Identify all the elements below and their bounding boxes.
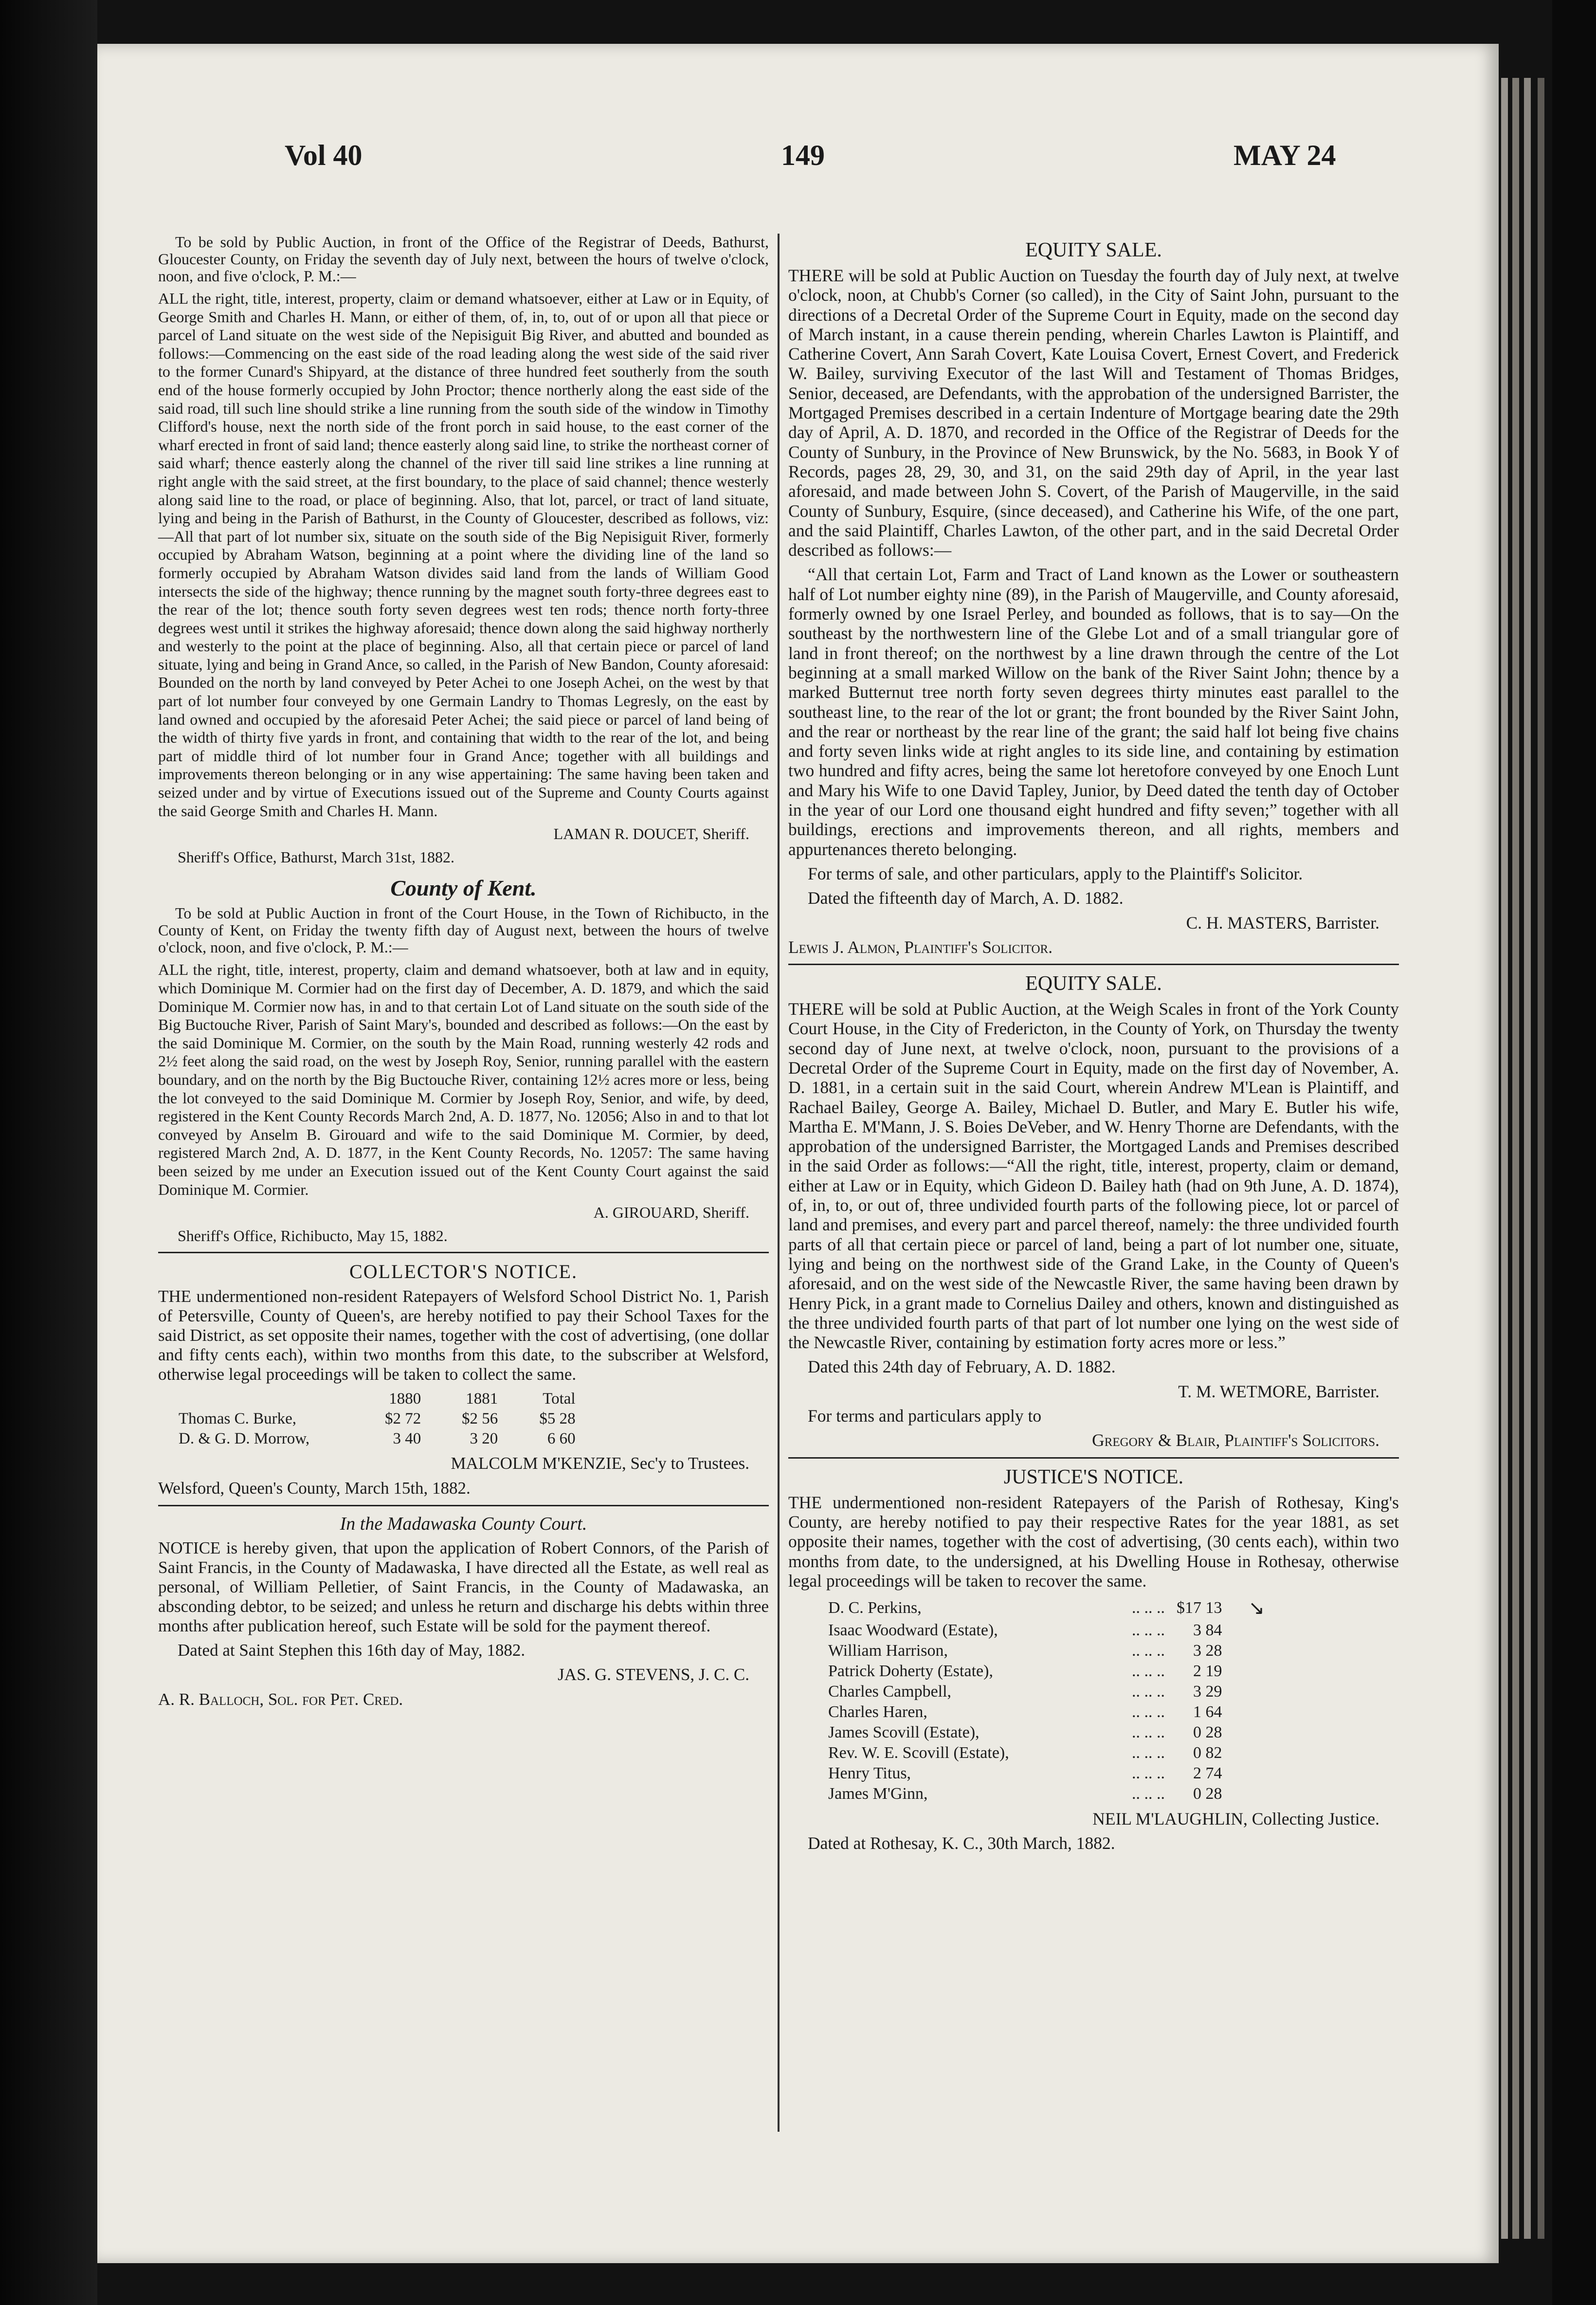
payer-name: Charles Haren, (828, 1703, 927, 1721)
section-rule (788, 1457, 1399, 1459)
right-column (788, 234, 1399, 1858)
amount-cell: 3 40 (393, 1430, 421, 1448)
payer-name: Thomas C. Burke, (179, 1410, 296, 1428)
payer-name: Patrick Doherty (Estate), (828, 1662, 993, 1681)
table-row (822, 1620, 1270, 1641)
payer-name: Isaac Woodward (Estate), (828, 1621, 998, 1640)
table-row (822, 1661, 1270, 1682)
notice-dateline: Dated the fifteenth day of March, A. D. 1882. (808, 888, 1124, 908)
tax-table (173, 1389, 581, 1449)
rates-table (822, 1595, 1270, 1804)
section-rule (158, 1505, 769, 1506)
arrow-mark: ↘ (1248, 1597, 1265, 1619)
section-rule (788, 964, 1399, 965)
notice-signature: NEIL M'LAUGHLIN, Collecting Justice. (1092, 1809, 1379, 1829)
payer-name: William Harrison, (828, 1642, 948, 1660)
page-edge (1501, 78, 1508, 2239)
equity-sale-fredericton (788, 972, 1399, 1450)
section-heading: EQUITY SALE. (1025, 239, 1162, 261)
notice-dateline: Welsford, Queen's County, March 15th, 1882. (158, 1478, 471, 1498)
amount-cell: 1 64 (1193, 1703, 1222, 1721)
payer-name: D. & G. D. Morrow, (179, 1430, 310, 1448)
collector-notice (158, 1260, 769, 1498)
justice-notice (788, 1465, 1399, 1853)
table-row (822, 1763, 1270, 1784)
section-heading: JUSTICE'S NOTICE. (1003, 1465, 1184, 1488)
notice-dateline: Sheriff's Office, Bathurst, March 31st, 1882. (178, 848, 454, 866)
notice-signature: A. GIROUARD, Sheriff. (593, 1204, 749, 1222)
notice-terms: For terms and particulars apply to (808, 1406, 1042, 1426)
solicitor-line: Lewis J. Almon, Plaintiff's Solicitor. (788, 937, 1053, 957)
table-row (822, 1682, 1270, 1702)
notice-signature: C. H. MASTERS, Barrister. (1186, 913, 1379, 933)
amount-cell: $17 13 (1177, 1598, 1222, 1617)
amount-cell: $5 28 (539, 1410, 576, 1428)
section-heading: COLLECTOR'S NOTICE. (349, 1261, 578, 1283)
table-row (822, 1641, 1270, 1661)
notice-signature: T. M. WETMORE, Barrister. (1178, 1381, 1379, 1401)
notice-body: THE undermentioned non-resident Ratepayers of the Parish of Rothesay, King's County, are hereby notified to pay their respective Rates for the year 1881, as set opposite their names, together with the cost of advertising, (30 cents each), within two months from date, to the undersigned, at his Dwelling House in Rothesay, otherwise legal proceedings will be taken to recover the same. (788, 1492, 1399, 1591)
solicitor-line: Gregory & Blair, Plaintiff's Solicitors. (1092, 1430, 1379, 1450)
header-cell: Total (543, 1390, 576, 1408)
table-row (822, 1743, 1270, 1763)
table-header-row (173, 1389, 581, 1409)
table-row (822, 1595, 1270, 1620)
leader-dots: .. .. .. (1132, 1598, 1165, 1617)
notice-dateline: Sheriff's Office, Richibucto, May 15, 1882. (178, 1226, 448, 1244)
kent-notice (158, 875, 769, 1245)
payer-name: Charles Campbell, (828, 1683, 952, 1701)
page-edge (1524, 78, 1531, 2239)
amount-cell: 3 29 (1193, 1683, 1222, 1701)
page-number: 149 (781, 139, 825, 171)
amount-cell: 3 84 (1193, 1621, 1222, 1640)
table-row (822, 1784, 1270, 1804)
notice-signature: LAMAN R. DOUCET, Sheriff. (553, 825, 749, 843)
header-cell: 1881 (466, 1390, 498, 1408)
page-edge (1512, 78, 1519, 2239)
solicitor-line: A. R. Balloch, Sol. for Pet. Cred. (158, 1689, 403, 1709)
notice-lead: To be sold by Public Auction, in front of the Office of the Registrar of Deeds, Bathurst, Gloucester County, on Friday the seventh day of July next, between the hours of twelve o'clock, noon, and five o'clock, P. M.:— (158, 233, 769, 285)
table-row (173, 1409, 581, 1429)
leader-dots: .. .. .. (1132, 1764, 1165, 1783)
table-row (173, 1429, 581, 1449)
column-divider (778, 234, 780, 2132)
amount-cell: 6 60 (547, 1430, 576, 1448)
notice-lead: To be sold at Public Auction in front of the Court House, in the Town of Richibucto, in the County of Kent, on Friday the twenty fifth day of August next, between the hours of twelve o'clock, noon, and five o'clock, P. M.:— (158, 904, 769, 956)
notice-dateline: Dated at Rothesay, K. C., 30th March, 1882. (808, 1833, 1115, 1853)
notice-dateline: Dated at Saint Stephen this 16th day of May, 1882. (178, 1640, 526, 1660)
payer-name: James Scovill (Estate), (828, 1723, 979, 1742)
leader-dots: .. .. .. (1132, 1662, 1165, 1681)
amount-cell: 0 28 (1193, 1785, 1222, 1803)
amount-cell: 0 28 (1193, 1723, 1222, 1742)
section-rule (158, 1252, 769, 1253)
leader-dots: .. .. .. (1132, 1642, 1165, 1660)
notice-body: THERE will be sold at Public Auction, at the Weigh Scales in front of the York County Court House, in the City of Fredericton, in the County of York, on Thursday the twenty second day of June next, at twelve o'clock, noon, pursuant to the provisions of a Decretal Order of the Supreme Court in Equity, made on the first day of November, A. D. 1881, in a certain suit in the said Court, wherein Andrew M'Lean is Plaintiff, and Rachael Bailey, George A. Bailey, Michael D. Butler, and Mary E. Butler his wife, Martha E. M'Mann, J. S. Boies DeVeber, and W. Henry Thorne are Defendants, with the approbation of the undersigned Barrister, the Mortgaged Lands and Premises described in the said Order as follows:—“All the right, title, interest, property, claim or demand, either at Law or in Equity, which Gideon D. Bailey hath (had on 9th June, A. D. 1874), of, in, to, or out of, three undivided fourth parts of the following piece, lot or parcel of land and premises, and every part and parcel thereof, namely: the three undivided fourth parts of all that certain piece or parcel of land, being a part of lot number one, situate, lying and being on the northwest side of the Grand Lake, in the County of Queen's aforesaid, and on the west side of the Newcastle River, the same having been drawn by Henry Pick, in a grant made to Cornelius Dailey and others, known and distinguished as the three undivided fourth parts of that part of lot number one lying on the west side of the Newcastle River, containing by estimation forty acres more or less.” (788, 999, 1399, 1353)
payer-name: Rev. W. E. Scovill (Estate), (828, 1744, 1009, 1762)
leader-dots: .. .. .. (1132, 1785, 1165, 1803)
amount-cell: 2 19 (1193, 1662, 1222, 1681)
doucet-notice (158, 234, 769, 866)
leader-dots: .. .. .. (1132, 1703, 1165, 1721)
equity-sale-saint-john (788, 238, 1399, 957)
notice-body: ALL the right, title, interest, property, claim and demand whatsoever, both at law and in equity, which Dominique M. Cormier had on the first day of December, A. D. 1879, and which the said Dominique M. Cormier now has, in and to that certain Lot of Land situate on the south side of the Big Buctouche River, Parish of Saint Mary's, bounded and described as follows:—On the east by the said Dominique M. Cormier, on the south by the Main Road, running westerly 42 rods and 2½ feet along the said road, on the west by Joseph Roy, Senior, running parallel with the eastern boundary, and on the north by the Big Buctouche River, containing 12½ acres more or less, being the lot conveyed to the said Dominique M. Cormier by Joseph Roy, Senior, and wife, by deed, registered in the Kent County Records March 2nd, A. D. 1877, No. 12056; Also in and to that lot conveyed by Anselm B. Girouard and wife to the said Dominique M. Cormier, by deed, registered March 2nd, A. D. 1877, in the Kent County Records, No. 12057: The same having been seized by me under an Execution issued out of the Kent County Court against the said Dominique M. Cormier. (158, 961, 769, 1198)
header-cell (173, 1389, 379, 1409)
notice-body: NOTICE is hereby given, that upon the application of Robert Connors, of the Parish of Saint Francis, in the County of Madawaska, I have directed all the Estate, as well real as personal, of William Pelletier, of Saint Francis, in the County of Madawaska, an absconding debtor, to be seized; and unless he return and discharge his debts within three months after publication hereof, such Estate will be sold for the payment thereof. (158, 1538, 769, 1635)
issue-date: MAY 24 (1233, 139, 1336, 171)
leader-dots: .. .. .. (1132, 1621, 1165, 1640)
notice-signature: MALCOLM M'KENZIE, Sec'y to Trustees. (451, 1454, 749, 1473)
payer-name: James M'Ginn, (828, 1785, 928, 1803)
notice-quote: “All that certain Lot, Farm and Tract of Land known as the Lower or southeastern half of Lot number eighty nine (89), in the Parish of Maugerville, and County aforesaid, formerly owned by one Israel Perley, and bounded as follows, that is to say—On the southeast by the northwestern line of the Glebe Lot and of a small triangular gore of land in front thereof; on the northwest by a line drawn through the centre of the Lot beginning at a small marked Willow on the bank of the River Saint John; thence by a marked Butternut tree north forty seven degrees thirty minutes east parallel to the southeast line, to the rear of the lot or grant; the front bounded by the River Saint John, and the rear or northeast by the rear line of the grant; the said half lot being five chains and forty seven links wide at right angles to its side line, and containing by estimation two hundred and fifty acres, being the same lot heretofore conveyed by one Enoch Lunt and Mary his Wife to one David Tapley, Junior, by Deed dated the tenth day of October in the year of our Lord one thousand eight hundred and fifty seven;” together with all buildings, erections and improvements thereon, and all rights, members and appurtenances thereto belonging. (788, 565, 1399, 859)
leader-dots: .. .. .. (1132, 1683, 1165, 1701)
table-row (822, 1722, 1270, 1743)
notice-signature: JAS. G. STEVENS, J. C. C. (558, 1665, 749, 1684)
section-heading: In the Madawaska County Court. (340, 1513, 587, 1534)
book-binding-right (1552, 0, 1596, 2305)
table-row (822, 1702, 1270, 1722)
madawaska-notice (158, 1513, 769, 1709)
amount-cell: $2 72 (385, 1410, 421, 1428)
payer-name: Henry Titus, (828, 1764, 911, 1783)
leader-dots: .. .. .. (1132, 1744, 1165, 1762)
notice-body: ALL the right, title, interest, property, claim or demand whatsoever, either at Law or in Equity, of George Smith and Charles H. Mann, or either of them, of, in, to, out of or upon all that piece or parcel of Land situate on the west side of the Nepisiguit Big River, and abutted and bounded as follows:—Commencing on the east side of the road leading along the west side of the said river to the former Cunard's Shipyard, at the distance of three hundred feet southerly from the south end of the house formerly occupied by John Proctor; thence northerly along the east side of the said road, till such line should strike a line running from the south side of the window in Timothy Clifford's house, next the north side of the front porch in said house, to the east corner of the wharf erected in front of said land; thence easterly along said line, to strike the northeast corner of said wharf; thence easterly along the channel of the river till said line strikes a line running at right angle with the said street, at the first boundary, to the place of said channel; thence westerly along said line to the road, or place of beginning. Also, that lot, parcel, or tract of land situate, lying and being in the Parish of Bathurst, in the County of Gloucester, described as follows, viz:—All that part of lot number six, situate on the south side of the Big Nepisiguit River, formerly occupied by Abraham Watson, beginning at a point where the dividing line of the land so formerly occupied by Abraham Watson divides said land from the lands of William Good intersects the side of the highway; thence running by the magnet south forty-three degrees east to the rear of the lot; thence south forty seven degrees west ten rods; thence north forty-three degrees west until it strikes the highway aforesaid; thence down along the said highway northerly and westerly to the point at the place of beginning. Also, all that certain piece or parcel of land situate, lying and being in Grand Ance, so called, in the Parish of New Bandon, County aforesaid: Bounded on the north by land conveyed by Peter Achei to one Joseph Achei, on the west by that part of lot number four conveyed by one Germain Landry to Thomas Legresly, on the east by land owned and occupied by the aforesaid Peter Achei; the said piece or parcel of land being of the width of thirty five yards in front, and containing that width to the rear of the lot, and being part of middle third of lot number four in Grand Ance; together with all buildings and improvements thereon belonging or in any wise appertaining: The same having been taken and seized under and by virtue of Executions issued out of the Supreme and County Courts against the said George Smith and Charles H. Mann. (158, 290, 769, 820)
left-column (158, 234, 769, 1714)
volume-label: Vol 40 (285, 139, 363, 171)
payer-name: D. C. Perkins, (828, 1598, 922, 1617)
notice-terms: For terms of sale, and other particulars, apply to the Plaintiff's Solicitor. (808, 863, 1303, 883)
section-heading: EQUITY SALE. (1025, 972, 1162, 995)
amount-cell: 3 28 (1193, 1642, 1222, 1660)
amount-cell: 3 20 (470, 1430, 498, 1448)
section-heading: County of Kent. (390, 876, 537, 901)
notice-body: THERE will be sold at Public Auction on Tuesday the fourth day of July next, at twelve o'clock, noon, at Chubb's Corner (so called), in the City of Saint John, pursuant to the directions of a Decretal Order of the Supreme Court in Equity, made on the second day of March instant, in a cause therein pending, wherein Charles Lawton is Plaintiff, and Catherine Covert, Ann Sarah Covert, Kate Louisa Covert, Ernest Covert, and Frederick W. Bailey, surviving Executor of the last Will and Testament of Thomas Bridges, Senior, deceased, are Defendants, with the approbation of the undersigned Barrister, the Mortgaged Premises described in a certain Indenture of Mortgage bearing date the 29th day of April, A. D. 1870, and recorded in the Office of the Registrar of Deeds for the County of Sunbury, in the Province of New Brunswick, by the No. 5683, in Book Y of Records, pages 28, 29, 30, and 31, on the said 29th day of April, in the year last aforesaid, and made between John S. Covert, of the Parish of Maugerville, in the said County of Sunbury, Esquire, (since deceased), and Catherine his Wife, of the one part, and the said Plaintiff, Charles Lawton, of the other part, and in the said Decretal Order described as follows:— (788, 266, 1399, 560)
notice-body: THE undermentioned non-resident Ratepayers of Welsford School District No. 1, Parish of Petersville, County of Queen's, are hereby notified to pay their School Taxes for the said District, as set opposite their names, together with the cost of advertising, (one dollar and fifty cents each), within two months from this date, to the subscriber at Welsford, otherwise legal proceedings will be taken to collect the same. (158, 1287, 769, 1384)
amount-cell: $2 56 (462, 1410, 498, 1428)
notice-dateline: Dated this 24th day of February, A. D. 1882. (808, 1357, 1116, 1377)
amount-cell: 2 74 (1193, 1764, 1222, 1783)
amount-cell: 0 82 (1193, 1744, 1222, 1762)
book-binding-left (0, 0, 97, 2305)
page-edge (1538, 78, 1544, 2239)
header-cell: 1880 (389, 1390, 421, 1408)
leader-dots: .. .. .. (1132, 1723, 1165, 1742)
